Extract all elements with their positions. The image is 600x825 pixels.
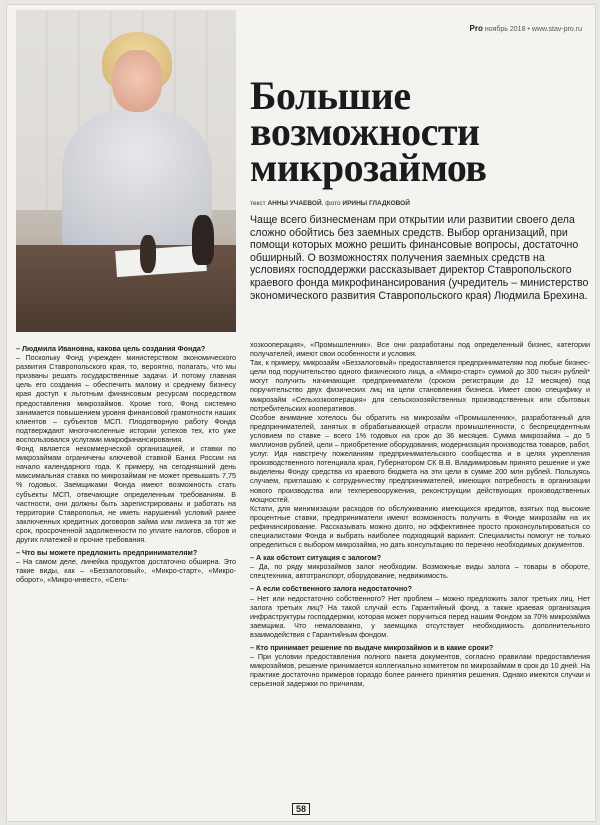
- article-credits: текст АННЫ УЧАЕВОЙ, фото ИРИНЫ ГЛАДКОВОЙ: [250, 200, 410, 207]
- article-paragraph: Так, к примеру, микрозайм «Беззалоговый» предоставляется предпринимателям под любые бизнес-цели под поручительство одного физического лица, а «Микро-старт» суммой до 300 тысяч рублей* могут получить начинающие предприниматели (сроком регистрации до 12 месяцев) под поручительство двух физических лиц на цели становления бизнеса. Имеет свою специфику и микрозайм «Сельхозкооперация» для сельскохозяйственных производственных или сбытовых потребительских кооперативов.: [250, 358, 590, 413]
- interview-question: – А если собственного залога недостаточно?: [250, 584, 412, 594]
- article-paragraph: – Нет или недостаточно собственного? Нет проблем – можно предложить залог третьих лиц. Нет залога третьих лиц? На такой случай есть Гарантийный фонд, а также краевая организация инфраструктуры господдержки, которая может поручиться перед нашим Фондом за 70% микрозайма заемщика. Что немаловажно, у заемщика отсутствует необходимость дополнительного взаимодействия с Гарантийным фондом.: [250, 593, 590, 639]
- article-paragraph: хозкооперация», «Промышленник». Все они разработаны под определенный бизнес, категории получателей, имеют свои особенности и условия.: [250, 340, 590, 359]
- issue-date: ноябрь 2018: [484, 26, 526, 33]
- article-paragraph: Фонд является некоммерческой организацией, и ставки по микрозаймам ограничены ключевой ставкой Банка России на начало календарного года. К примеру, на сегодняшний день максимальная ставка по микрозаймам не может превышать 7,75 % годовых. Заемщиками Фонда имеют возможность стать субъекты МСП, отвечающие определенным требованиям. В частности, они должны быть зарегистрированы и работать на территории Ставрополья, не иметь нарушений условий ранее заключенных кредитных договоров займа или лизинга за тот же срок, просроченной задолженности по уплате налогов, сборов и других платежей и прочие требования.: [16, 444, 236, 544]
- article-paragraph: – При условии предоставления полного пакета документов, согласно правилам предоставления микрозаймов, решение принимается коллегиально комитетом по микрозаймам в срок до 10 дней. На практике достаточно примеров гораздо более раннего принятия решения. Однако имеются случаи и серьезной задержки по причинам,: [250, 652, 590, 689]
- brand-label: Pro: [469, 24, 483, 33]
- title-line: Большие: [250, 73, 411, 118]
- article-paragraph: – Поскольку Фонд учрежден министерством экономического развития Ставропольского края, то, вероятно, полагать, что мы призваны решать государственные задачи. И потому главная цель его создания – обеспечить малому и среднему бизнесу края доступ к льготным финансовым ресурсам посредством предоставления микрозаймов. Кроме того, Фонд системно занимается повышением уровня финансовой грамотности наших клиентов – субъектов МСП. Плодотворную работу Фонда подтверждают многочисленные истории успехов тех, кто уже воспользовался услугами микрофинансирования.: [16, 353, 236, 444]
- left-column: [16, 340, 236, 584]
- title-line: возможности: [250, 109, 480, 154]
- photographer-name: ИРИНЫ ГЛАДКОВОЙ: [342, 200, 410, 207]
- lead-paragraph: Чаще всего бизнесменам при открытии или развитии своего дела сложно обойтись без заемных средств. Выбор организаций, при помощи которых можно решить финансовые вопросы, достаточно обширный. О возможностях получения заемных средств на условиях господдержки рассказывает директор Ставропольского краевого фонда микрофинансирования (учредитель – министерство экономического развития Ставропольского края) Людмила Брехина.: [250, 214, 589, 302]
- interview-question: – Людмила Ивановна, какова цель создания Фонда?: [16, 344, 206, 353]
- issue-header: Pro ноябрь 2018 • www.stav-pro.ru: [469, 24, 582, 33]
- article-lead: [250, 214, 590, 302]
- portrait-photo: [16, 10, 236, 332]
- article-paragraph: Особое внимание хотелось бы обратить на микрозайм «Промышленник», разработанный для предпринимателей, занятых в обрабатывающей отрасли промышленности, с беспрецедентным условием по ставке – всего 1% годовых на срок до 36 месяцев. Сумма микрозайма – до 5 миллионов рублей, цели – приобретение оборудования, модернизация производства товаров, работ, услуг. Идя навстречу пожеланиям предпринимательского сообщества и в целях укрепления производственного потенциала края, Губернатором СК В.В. Владимировым принято решение и уже выделены Фонду средства из краевого бюджета на эти цели в сумме 200 млн рублей. Пользуясь случаем, приглашаю к сотрудничеству предпринимателей, имеющих потребность в организации нового производства или техперевооружения, реконструкции действующих производственных мощностей.: [250, 412, 590, 504]
- author-name: АННЫ УЧАЕВОЙ: [267, 200, 322, 207]
- article-paragraph: Кстати, для минимизации расходов по обслуживанию имеющихся кредитов, взятых под высокие процентные ставки, предприниматели имеют возможность получить в Фонде микрозайм на их рефинансирование. Рассказывать можно долго, но эффективнее просто проконсультироваться со специалистами Фонда и выбрать наиболее подходящий вариант. Специалисты помогут не только определиться с выбором микрозайма, но дать консультацию по перечню необходимых документов.: [250, 503, 590, 550]
- article-paragraph: – Да, по ряду микрозаймов залог необходим. Возможные виды залога – товары в обороте, спецтехника, автотранспорт, оборудование, недвижимость.: [250, 562, 590, 581]
- page-number: 58: [6, 804, 596, 814]
- interview-question: – А как обстоит ситуация с залогом?: [250, 553, 382, 563]
- article-title: [250, 73, 580, 190]
- right-column: [250, 340, 590, 688]
- site-url[interactable]: www.stav-pro.ru: [531, 26, 582, 33]
- title-line: микрозаймов: [250, 145, 487, 190]
- magazine-page: [6, 4, 596, 822]
- article-paragraph: – На самом деле, линейка продуктов достаточно обширна. Это такие виды, как – «Беззалоговый», «Микро-старт», «Микро-оборот», «Микро-инвест», «Сель-: [16, 557, 236, 585]
- interview-question: – Что вы можете предложить предпринимателям?: [16, 548, 198, 558]
- interview-question: – Кто принимает решение по выдаче микрозаймов и в какие сроки?: [250, 643, 494, 652]
